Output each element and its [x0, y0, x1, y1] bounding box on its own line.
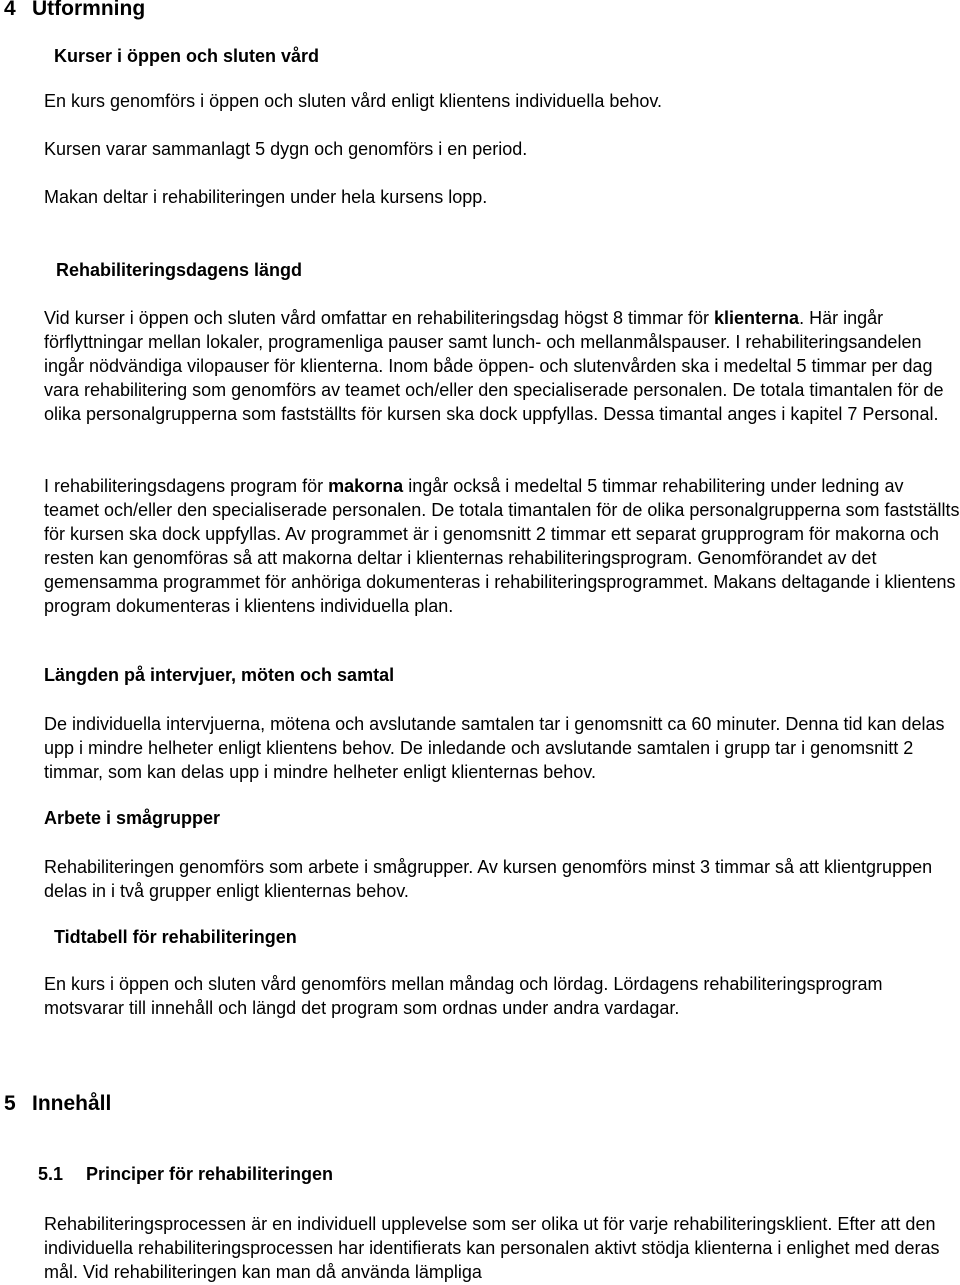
dagens-langd-paragraph-1 — [44, 306, 960, 426]
text-run: Vid kurser i öppen och sluten vård omfattar en rehabiliteringsdag högst 8 timmar för — [44, 308, 715, 328]
dagens-langd-paragraph-2 — [44, 474, 960, 618]
section-5-1-heading — [38, 1164, 333, 1185]
smagrupper-heading: Arbete i smågrupper — [44, 808, 221, 828]
tidtabell-paragraph: En kurs i öppen och sluten vård genomförs mellan måndag och lördag. Lördagens rehabiliteringsprogram motsvarar till innehåll och längd det program som ordnas under andra vardagar. — [44, 974, 883, 1018]
section-5-1-paragraph: Rehabiliteringsprocessen är en individuell upplevelse som ser olika ut för varje rehabiliteringsklient. Efter att den individuella rehabiliteringsprocessen har identifierats kan personalen aktivt stödja klienterna i enlighet med deras mål. Vid rehabiliteringen kan man då använda lämpliga — [44, 1214, 940, 1282]
tidtabell-heading: Tidtabell för rehabiliteringen — [54, 927, 297, 947]
intervjuer-heading: Längden på intervjuer, möten och samtal — [44, 665, 395, 685]
section-title: Utformning — [32, 0, 146, 20]
section-title: Innehåll — [32, 1092, 112, 1115]
smagrupper-paragraph: Rehabiliteringen genomförs som arbete i smågrupper. Av kursen genomförs minst 3 timmar så att klientgruppen delas in i två grupper enligt klienternas behov. — [44, 857, 933, 901]
section-5-heading — [4, 1092, 111, 1116]
section-4-heading — [4, 0, 145, 21]
kurser-line-1: En kurs genomförs i öppen och sluten vård enligt klientens individuella behov. — [44, 91, 663, 111]
text-run: . Här ingår förflyttningar mellan lokaler, programenliga pauser samt lunch- och mellanmålspauser. I rehabiliteringsandelen ingår nödvändiga vilopauser för klienterna. — [44, 308, 922, 376]
section-number: 5.1 — [38, 1164, 64, 1184]
kurser-line-2: Kursen varar sammanlagt 5 dygn och genomförs i en period. — [44, 139, 528, 159]
kurser-line-3: Makan deltar i rehabiliteringen under hela kursens lopp. — [44, 187, 488, 207]
text-run: Inom både öppen- och slutenvården ska i medeltal 5 timmar per dag vara rehabilitering som genomförs av teamet och/eller den specialiserade personalen. De totala timantalen för de olika personalgrupperna som fastställts för kursen ska dock uppfyllas. Dessa timantal anges i kapitel 7 Personal. — [44, 356, 944, 424]
section-number: 4 — [4, 0, 16, 20]
bold-text: klienterna — [714, 308, 800, 328]
section-number: 5 — [4, 1092, 16, 1115]
intervjuer-paragraph: De individuella intervjuerna, mötena och avslutande samtalen tar i genomsnitt ca 60 minuter. Denna tid kan delas upp i mindre helheter enligt klientens behov. De inledande och avslutande samtalen i grupp tar i genomsnitt 2 timmar, som kan delas upp i mindre helheter enligt klienternas behov. — [44, 714, 945, 782]
text-run: ingår också i medeltal 5 timmar rehabilitering under ledning av teamet och/eller den specialiserade personalen. De totala timantalen för de olika personalgrupperna som fastställts för kursen ska dock uppfyllas. Av programmet är i genomsnitt 2 timmar ett separat grupprogram för makorna och resten kan genomföras så att makorna deltar i klienternas rehabiliteringsprogram. Genomförandet av det gemensamma programmet för anhöriga dokumenteras i rehabiliteringsprogrammet. Makans deltagande i klientens program dokumenteras i klientens individuella plan. — [44, 476, 960, 616]
section-title: Principer för rehabiliteringen — [86, 1164, 334, 1184]
kurser-heading: Kurser i öppen och sluten vård — [54, 46, 320, 66]
bold-text: makorna — [328, 476, 404, 496]
dagens-langd-heading: Rehabiliteringsdagens längd — [56, 260, 303, 280]
text-run: I rehabiliteringsdagens program för — [44, 476, 329, 496]
